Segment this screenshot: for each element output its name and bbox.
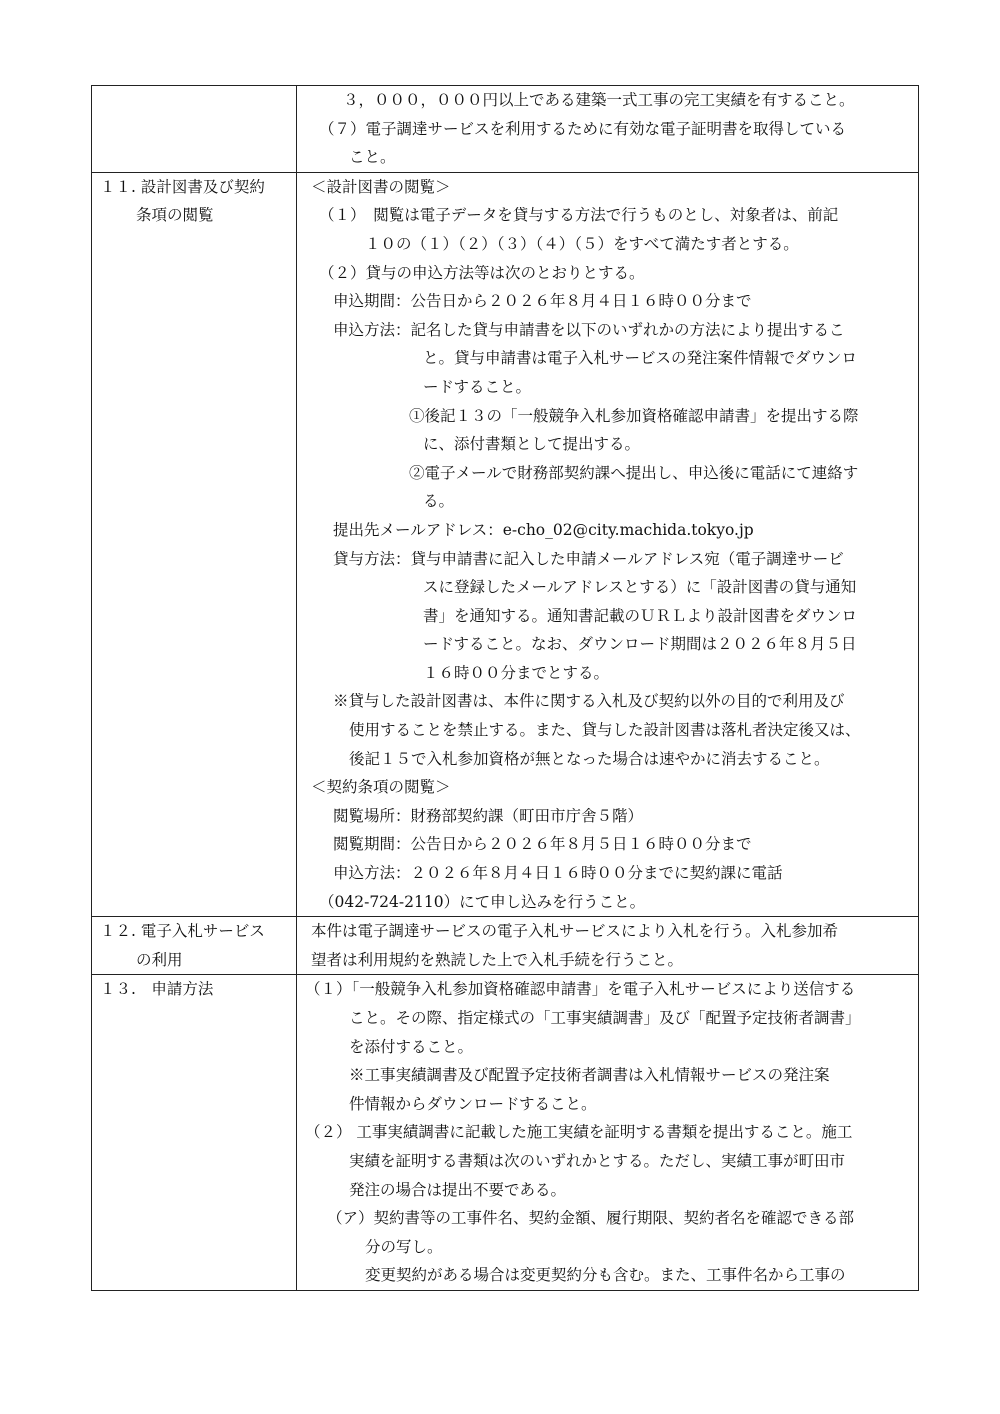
content-line: 変更契約がある場合は変更契約分も含む。また、工事件名から工事の xyxy=(365,1266,846,1285)
content-line: ※貸与した設計図書は、本件に関する入札及び契約以外の目的で利用及び xyxy=(333,692,845,711)
content-line: 申込期間：公告日から２０２６年８月４日１６時００分まで xyxy=(333,292,752,311)
content-line: こと。 xyxy=(349,148,396,167)
content-line: 書」を通知する。通知書記載のＵＲＬより設計図書をダウンロ xyxy=(423,606,858,625)
content-line: ＜設計図書の閲覧＞ xyxy=(311,177,451,196)
content-line: （ア）契約書等の工事件名、契約金額、履行期限、契約者名を確認できる部 xyxy=(327,1209,855,1228)
row-heading-text: １２. 電子入札サービス xyxy=(100,922,265,941)
row-heading-text: の利用 xyxy=(136,950,183,969)
row-heading-cell xyxy=(92,917,297,975)
row-content-cell xyxy=(297,917,919,975)
content-line: と。貸与申請書は電子入札サービスの発注案件情報でダウンロ xyxy=(423,349,858,368)
content-line: こと。その際、指定様式の「工事実績調書」及び「配置予定技術者調書」 xyxy=(349,1009,861,1027)
content-line: 申込方法：２０２６年８月４日１６時００分までに契約課に電話 xyxy=(333,864,783,883)
content-line: ードすること。 xyxy=(423,377,532,396)
row-content-cell xyxy=(297,172,919,916)
row-heading-text: 条項の閲覧 xyxy=(136,206,214,225)
content-line: １０の（１）（２）（３）（４）（５）をすべて満たす者とする。 xyxy=(365,234,799,253)
content-line: 実績を証明する書類は次のいずれかとする。ただし、実績工事が町田市 xyxy=(349,1151,846,1170)
tender-conditions-table xyxy=(91,85,919,1291)
content-line: 貸与方法：貸与申請書に記入した申請メールアドレス宛（電子調達サービ xyxy=(333,549,844,568)
content-line: 本件は電子調達サービスの電子入札サービスにより入札を行う。入札参加希 xyxy=(311,922,839,941)
content-line: 件情報からダウンロードすること。 xyxy=(349,1094,597,1113)
content-line: （７）電子調達サービスを利用するために有効な電子証明書を取得している xyxy=(319,119,847,138)
table-row xyxy=(92,172,919,916)
content-line: ードすること。なお、ダウンロード期間は２０２６年８月５日 xyxy=(423,635,857,654)
content-line: １６時００分までとする。 xyxy=(423,663,610,682)
row-heading-text: １１. 設計図書及び契約 xyxy=(100,177,265,196)
content-line: る。 xyxy=(423,492,455,511)
content-line: 後記１５で入札参加資格が無となった場合は速やかに消去すること。 xyxy=(349,749,830,768)
content-line: 閲覧場所：財務部契約課（町田市庁舎５階） xyxy=(333,806,644,825)
row-content-cell xyxy=(297,86,919,173)
content-line: 望者は利用規約を熟読した上で入札手続を行うこと。 xyxy=(311,950,684,969)
content-line: スに登録したメールアドレスとする）に「設計図書の貸与通知 xyxy=(423,578,857,597)
row-heading-cell xyxy=(92,172,297,916)
document-page xyxy=(91,85,919,1291)
row-heading-cell xyxy=(92,86,297,173)
row-content-cell xyxy=(297,975,919,1291)
content-line: （１） 閲覧は電子データを貸与する方法で行うものとし、対象者は、前記 xyxy=(319,206,839,225)
content-line: ３，０００，０００円以上である建築一式工事の完工実績を有すること。 xyxy=(343,91,855,109)
content-line: ①後記１３の「一般競争入札参加資格確認申請書」を提出する際 xyxy=(409,406,859,425)
content-line: に、添付書類として提出する。 xyxy=(423,435,641,454)
content-line: （１）「一般競争入札参加資格確認申請書」を電子入札サービスにより送信する xyxy=(305,980,856,999)
content-line: 分の写し。 xyxy=(365,1237,443,1256)
content-line: ＜契約条項の閲覧＞ xyxy=(311,778,451,797)
content-line: （042-724-2110）にて申し込みを行うこと。 xyxy=(319,892,646,911)
table-row xyxy=(92,86,919,173)
content-line: 使用することを禁止する。また、貸与した設計図書は落札者決定後又は、 xyxy=(349,721,861,740)
row-heading-text: １３. 申請方法 xyxy=(100,980,214,999)
row-heading-cell xyxy=(92,975,297,1291)
content-line: 閲覧期間：公告日から２０２６年８月５日１６時００分まで xyxy=(333,835,752,854)
content-line: ※工事実績調書及び配置予定技術者調書は入札情報サービスの発注案 xyxy=(349,1066,830,1085)
content-line: 申込方法：記名した貸与申請書を以下のいずれかの方法により提出するこ xyxy=(333,320,845,339)
content-line: 発注の場合は提出不要である。 xyxy=(349,1180,567,1199)
content-line: 提出先メールアドレス：e-cho_02@city.machida.tokyo.jp xyxy=(333,520,754,539)
table-row xyxy=(92,917,919,975)
content-line: （２）貸与の申込方法等は次のとおりとする。 xyxy=(319,263,645,282)
content-line: を添付すること。 xyxy=(349,1037,474,1056)
content-line: （２） 工事実績調書に記載した施工実績を証明する書類を提出すること。施工 xyxy=(305,1123,853,1142)
table-row xyxy=(92,975,919,1291)
content-line: ②電子メールで財務部契約課へ提出し、申込後に電話にて連絡す xyxy=(409,463,859,482)
